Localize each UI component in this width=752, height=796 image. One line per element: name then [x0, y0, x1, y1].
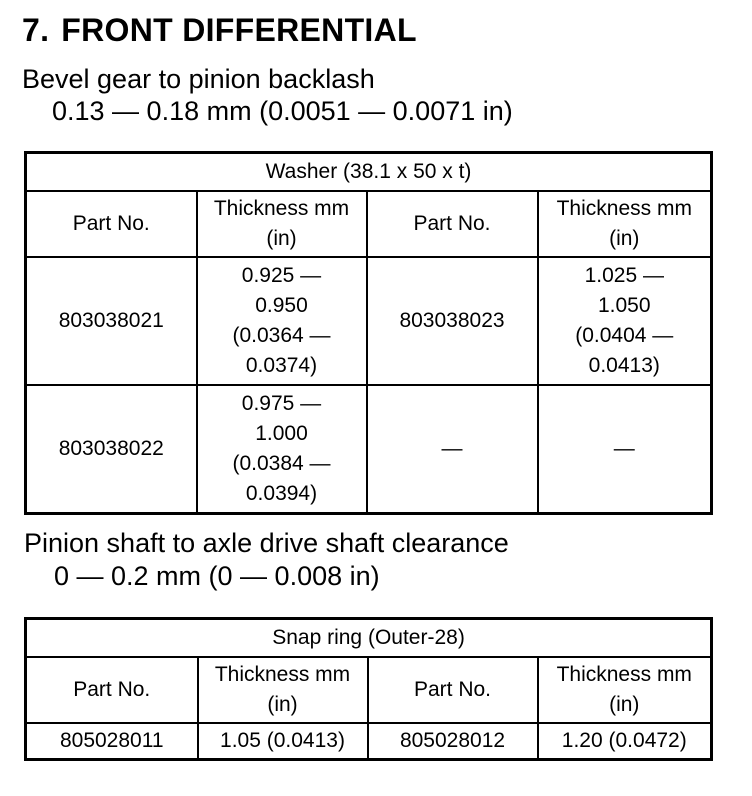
backlash-label: Bevel gear to pinion backlash [22, 64, 375, 94]
thickness-line: 0.0394) [245, 481, 318, 505]
thickness-line: (0.0364 — [232, 324, 331, 347]
part-number: — [367, 385, 538, 513]
thickness-line: 1.050 [597, 294, 651, 317]
thickness-value: 1.20 (0.0472) [538, 723, 712, 759]
table-row [26, 385, 712, 513]
thickness-line: (0.0384 — [232, 451, 331, 475]
thickness-line: (0.0404 — [575, 324, 674, 347]
snap-ring-table-caption: Snap ring (Outer-28) [26, 619, 712, 658]
thickness-value [197, 257, 367, 385]
thickness-line: 0.950 [255, 294, 308, 317]
snap-header-part-no: Part No. [368, 657, 538, 723]
part-number: 803038021 [26, 257, 197, 385]
backlash-value: 0.13 — 0.18 mm (0.0051 — 0.0071 in) [52, 96, 513, 126]
washer-table-caption: Washer (38.1 x 50 x t) [26, 153, 712, 192]
thickness-line: 0.0413) [588, 354, 660, 377]
thickness-line: 1.000 [255, 421, 308, 445]
thickness-value [197, 385, 367, 513]
part-number: 803038022 [26, 385, 197, 513]
snap-ring-table [24, 617, 713, 761]
thickness-line: — [613, 436, 635, 460]
washer-header-part-no: Part No. [26, 191, 197, 257]
section-heading: FRONT DIFFERENTIAL [61, 12, 417, 48]
washer-header-thickness: Thickness mm (in) [197, 191, 367, 257]
table-row [26, 723, 712, 759]
thickness-line: 0.975 — [241, 391, 322, 415]
thickness-value [538, 257, 712, 385]
snap-header-thickness: Thickness mm (in) [538, 657, 712, 723]
thickness-line: 1.025 — [584, 264, 664, 287]
thickness-value: 1.05 (0.0413) [198, 723, 368, 759]
table-row [26, 257, 712, 385]
section-number: 7. [22, 12, 50, 48]
clearance-label: Pinion shaft to axle drive shaft clearance [24, 528, 509, 558]
part-number: 805028011 [26, 723, 198, 759]
washer-table [24, 151, 713, 515]
clearance-value: 0 — 0.2 mm (0 — 0.008 in) [54, 561, 380, 591]
thickness-line: 0.925 — [241, 264, 322, 287]
part-number: 803038023 [367, 257, 538, 385]
part-number: 805028012 [368, 723, 538, 759]
washer-header-thickness: Thickness mm (in) [538, 191, 712, 257]
thickness-value [538, 385, 712, 513]
washer-header-part-no: Part No. [367, 191, 538, 257]
section-title [22, 12, 417, 49]
snap-header-part-no: Part No. [26, 657, 198, 723]
snap-header-thickness: Thickness mm (in) [198, 657, 368, 723]
thickness-line: 0.0374) [245, 354, 318, 377]
